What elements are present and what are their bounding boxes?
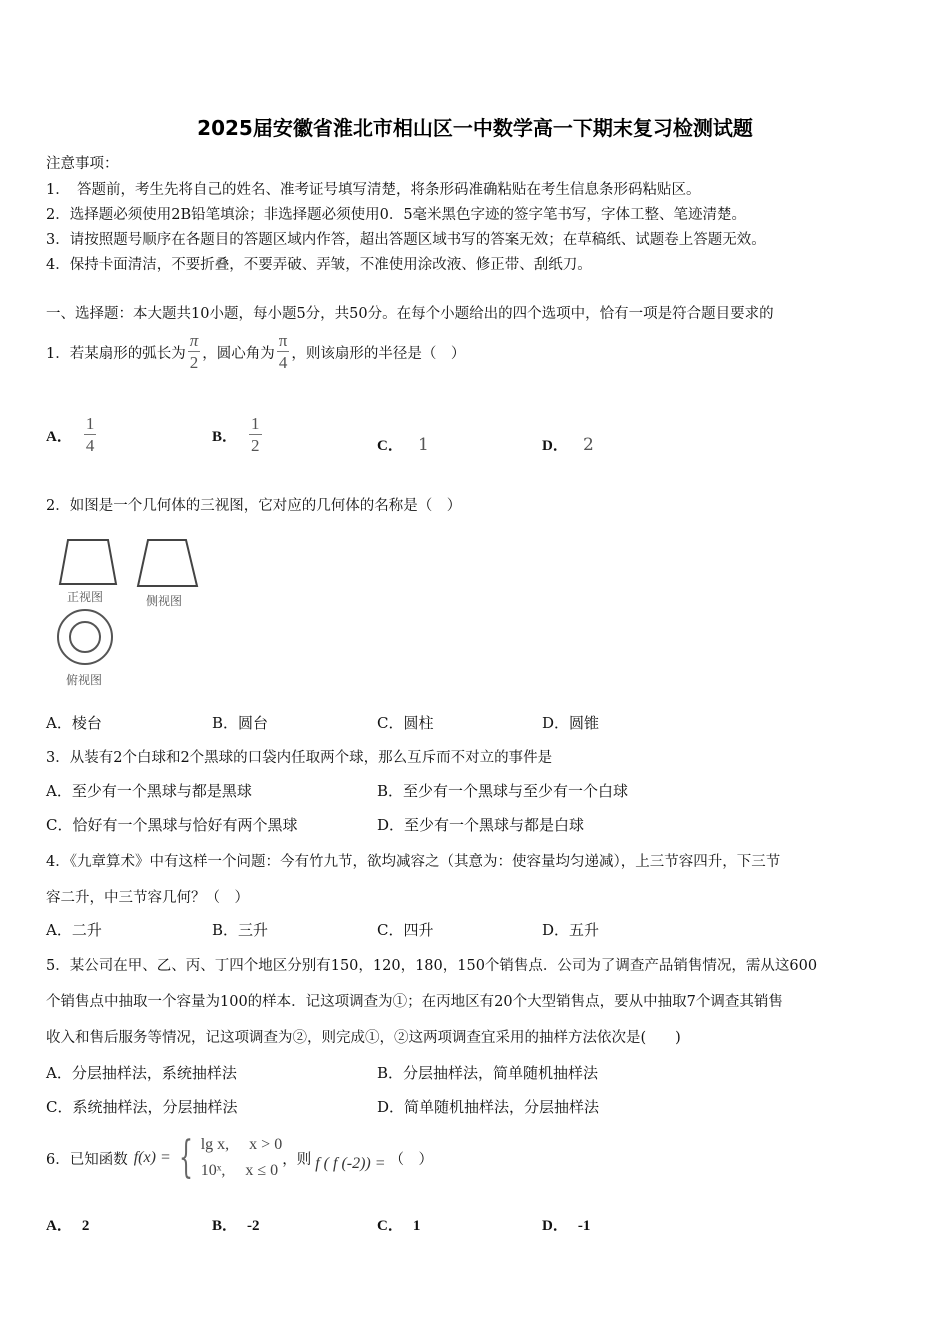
option-label: A． <box>46 428 72 445</box>
fraction-numerator: π <box>278 330 288 350</box>
option-d[interactable] <box>542 434 594 455</box>
option-value: 1 <box>412 1218 421 1234</box>
front-view-trapezoid <box>60 540 116 584</box>
fraction-numerator: π <box>189 330 199 350</box>
question-6-mid: ，则 <box>282 1151 312 1168</box>
option-b[interactable] <box>212 1214 260 1235</box>
notice-item: 2．选择题必须使用2B铅笔填涂；非选择题必须使用0．5毫米黑色字迹的签字笔书写，字体工整、笔迹清楚。 <box>46 207 747 223</box>
question-1-prefix: 1．若某扇形的弧长为 <box>46 345 186 362</box>
question-4-line-1: 4．《九章算术》中有这样一个问题：今有竹九节，欲均减容之（其意为：使容量均匀递减），上三节容四升，下三节 <box>46 854 781 870</box>
notice-heading: 注意事项： <box>46 156 119 172</box>
question-6-suffix: （ ） <box>389 1151 434 1168</box>
option-value: 1 <box>417 435 429 455</box>
top-view-outer-circle <box>58 610 112 664</box>
option-label: A． <box>46 1218 72 1234</box>
question-4-line-2: 容二升，中三节容几何？（ ） <box>46 890 249 906</box>
question-2: 2．如图是一个几何体的三视图，它对应的几何体的名称是（ ） <box>46 498 462 514</box>
fraction-denominator: 2 <box>189 352 199 372</box>
option-a[interactable] <box>46 1214 89 1235</box>
option-value: -2 <box>247 1218 260 1234</box>
option-a[interactable]: A．二升 <box>46 921 102 939</box>
option-fraction <box>249 414 262 457</box>
arc-length-fraction <box>188 331 201 374</box>
front-view-label: 正视图 <box>67 590 104 604</box>
option-label: C． <box>377 438 403 454</box>
side-view-trapezoid <box>138 540 197 586</box>
option-b[interactable]: B．圆台 <box>212 714 269 732</box>
piecewise-brace: { <box>178 1132 193 1183</box>
question-5-line-3: 收入和售后服务等情况，记这项调查为②，则完成①，②这两项调查宜采用的抽样方法依次是( ) <box>46 1030 681 1046</box>
three-view-figure <box>52 530 202 690</box>
option-label: B． <box>212 428 238 445</box>
question-1-mid: ，圆心角为 <box>202 345 275 362</box>
question-1 <box>46 330 465 374</box>
notice-item: 1． 答题前，考生先将自己的姓名、准考证号填写清楚，将条形码准确粘贴在考生信息条形码粘贴区。 <box>46 182 701 198</box>
fraction-denominator: 2 <box>251 435 260 455</box>
page-title: 2025届安徽省淮北市相山区一中数学高一下期末复习检测试题 <box>197 116 753 140</box>
question-6-prefix: 6．已知函数 <box>46 1151 128 1168</box>
case-2: 10ˣ, x ≤ 0 <box>200 1162 279 1179</box>
option-value: -1 <box>577 1218 591 1234</box>
option-d[interactable]: D．五升 <box>542 921 600 939</box>
option-a[interactable]: A．至少有一个黑球与都是黑球 <box>46 782 252 800</box>
option-b[interactable]: B．分层抽样法，简单随机抽样法 <box>377 1064 599 1082</box>
fraction-numerator: 1 <box>85 413 95 433</box>
option-d[interactable]: D．至少有一个黑球与都是白球 <box>377 816 585 834</box>
option-a[interactable]: A．棱台 <box>46 714 102 732</box>
option-d[interactable]: D．简单随机抽样法，分层抽样法 <box>377 1098 600 1116</box>
option-a[interactable]: A．分层抽样法，系统抽样法 <box>46 1064 237 1082</box>
option-a[interactable] <box>46 410 96 460</box>
option-c[interactable]: C．系统抽样法，分层抽样法 <box>46 1098 238 1116</box>
question-3: 3．从装有2个白球和2个黑球的口袋内任取两个球，那么互斥而不对立的事件是 <box>46 750 553 766</box>
option-b[interactable]: B．至少有一个黑球与至少有一个白球 <box>377 782 629 800</box>
option-value: 2 <box>582 435 594 455</box>
question-6 <box>46 1130 433 1186</box>
central-angle-fraction <box>277 331 290 374</box>
side-view-label: 侧视图 <box>146 594 183 608</box>
question-5-line-2: 个销售点中抽取一个容量为100的样本．记这项调查为①；在丙地区有20个大型销售点，要从中抽取7个调查其销售 <box>46 994 783 1010</box>
option-label: B． <box>212 1218 238 1234</box>
option-d[interactable]: D．圆锥 <box>542 714 600 732</box>
function-name: f(x) = <box>133 1149 171 1166</box>
top-view-label: 俯视图 <box>66 673 103 687</box>
notice-item: 3．请按照题号顺序在各题目的答题区域内作答，超出答题区域书写的答案无效；在草稿纸、试题卷上答题无效。 <box>46 232 766 248</box>
option-c[interactable]: C．圆柱 <box>377 714 434 732</box>
option-c[interactable]: C．恰好有一个黑球与恰好有两个黑球 <box>46 816 298 834</box>
option-label: D． <box>542 438 568 454</box>
expression: f ( f (-2)) = <box>315 1155 386 1172</box>
option-value: 2 <box>81 1218 90 1234</box>
option-b[interactable] <box>212 410 262 460</box>
option-label: D． <box>542 1218 568 1234</box>
case-1: lg x, x > 0 <box>200 1136 283 1153</box>
top-view-inner-circle <box>70 622 100 652</box>
fraction-denominator: 4 <box>278 352 288 372</box>
piecewise-cases <box>201 1132 282 1184</box>
section-heading: 一、选择题：本大题共10小题，每小题5分，共50分。在每个小题给出的四个选项中，恰有一项是符合题目要求的 <box>46 306 774 322</box>
question-1-suffix: ，则该扇形的半径是（ ） <box>291 345 466 362</box>
option-c[interactable] <box>377 1214 420 1235</box>
option-label: C． <box>377 1218 403 1234</box>
option-c[interactable]: C．四升 <box>377 921 434 939</box>
option-b[interactable]: B．三升 <box>212 921 269 939</box>
fraction-denominator: 4 <box>85 435 95 455</box>
notice-item: 4．保持卡面清洁，不要折叠，不要弄破、弄皱，不准使用涂改液、修正带、刮纸刀。 <box>46 257 592 273</box>
option-d[interactable] <box>542 1214 590 1235</box>
question-5-line-1: 5．某公司在甲、乙、丙、丁四个地区分别有150，120，180，150个销售点．公司为了调查产品销售情况，需从这600 <box>46 958 818 974</box>
fraction-numerator: 1 <box>251 413 260 433</box>
option-fraction <box>84 414 97 457</box>
option-c[interactable] <box>377 434 429 455</box>
